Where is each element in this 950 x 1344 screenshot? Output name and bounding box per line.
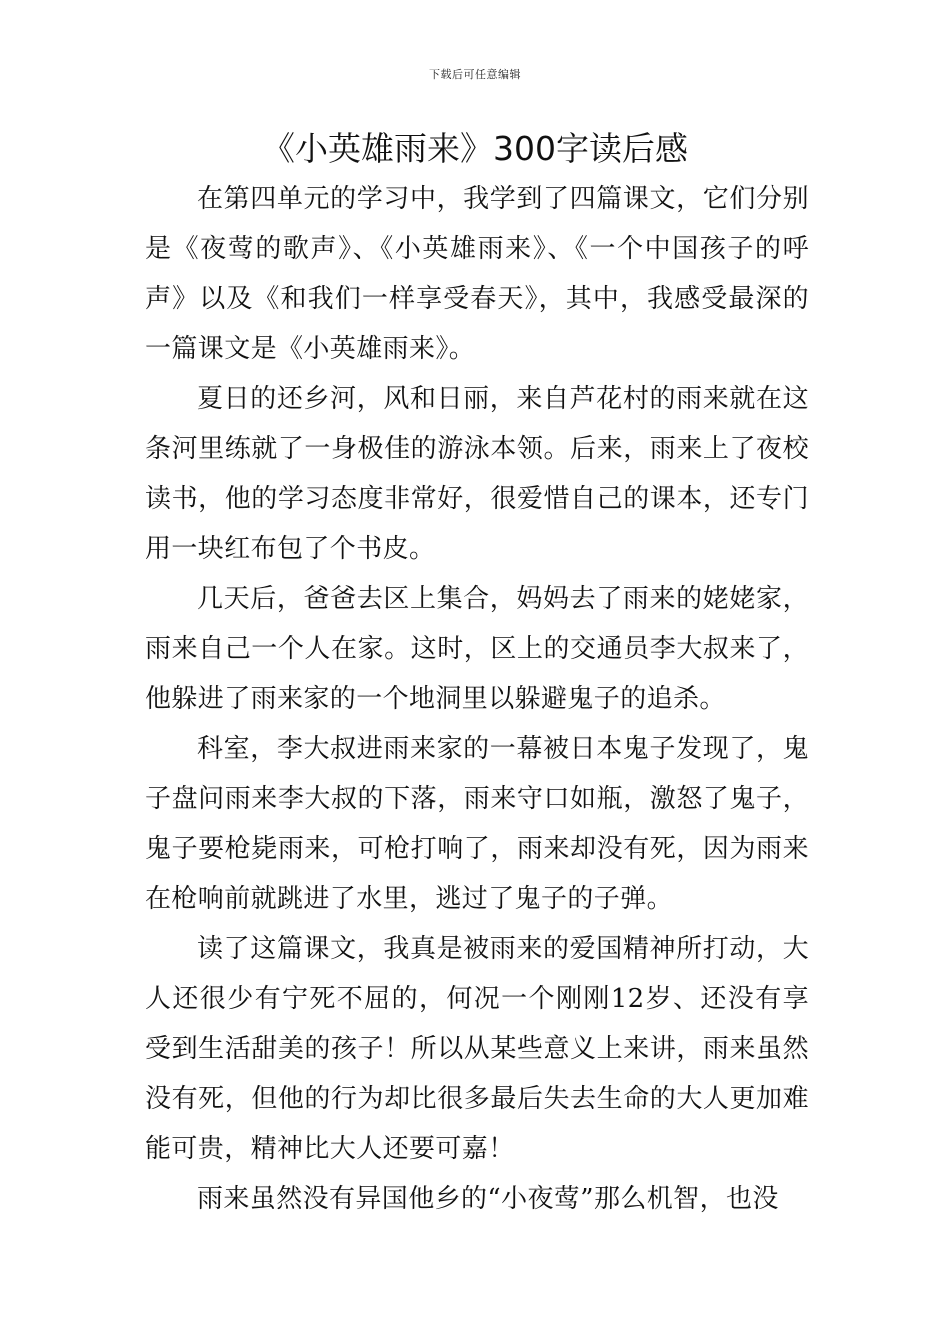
header-note: 下载后可任意编辑 <box>429 68 521 81</box>
paragraph-2: 夏日的还乡河，风和日丽，来自芦花村的雨来就在这条河里练就了一身极佳的游泳本领。后来，雨来上了夜校读书，他的学习态度非常好，很爱惜自己的课本，还专门用一块红布包了个书皮。 <box>145 384 809 564</box>
paragraph-1: 在第四单元的学习中，我学到了四篇课文，它们分别是《夜莺的歌声》、《小英雄雨来》、《一个中国孩子的呼声》以及《和我们一样享受春天》，其中，我感受最深的一篇课文是《小英雄雨来》。 <box>145 184 809 364</box>
paragraph-4: 科室，李大叔进雨来家的一幕被日本鬼子发现了，鬼子盘问雨来李大叔的下落，雨来守口如瓶，激怒了鬼子，鬼子要枪毙雨来，可枪打响了，雨来却没有死，因为雨来在枪响前就跳进了水里，逃过了鬼子的子弹。 <box>145 734 809 914</box>
paragraph-5: 读了这篇课文，我真是被雨来的爱国精神所打动，大人还很少有宁死不屈的，何况一个刚刚12岁、还没有享受到生活甜美的孩子！所以从某些意义上来讲，雨来虽然没有死，但他的行为却比很多最后失去生命的大人更加难能可贵，精神比大人还要可嘉！ <box>145 934 809 1164</box>
paragraph-6: 雨来虽然没有异国他乡的“小夜莺”那么机智，也没 <box>197 1184 779 1214</box>
paragraph-3: 几天后，爸爸去区上集合，妈妈去了雨来的姥姥家，雨来自己一个人在家。这时，区上的交通员李大叔来了，他躲进了雨来家的一个地洞里以躲避鬼子的追杀。 <box>145 584 809 714</box>
document-body <box>145 174 809 1224</box>
document-title: 《小英雄雨来》300字读后感 <box>262 129 688 168</box>
